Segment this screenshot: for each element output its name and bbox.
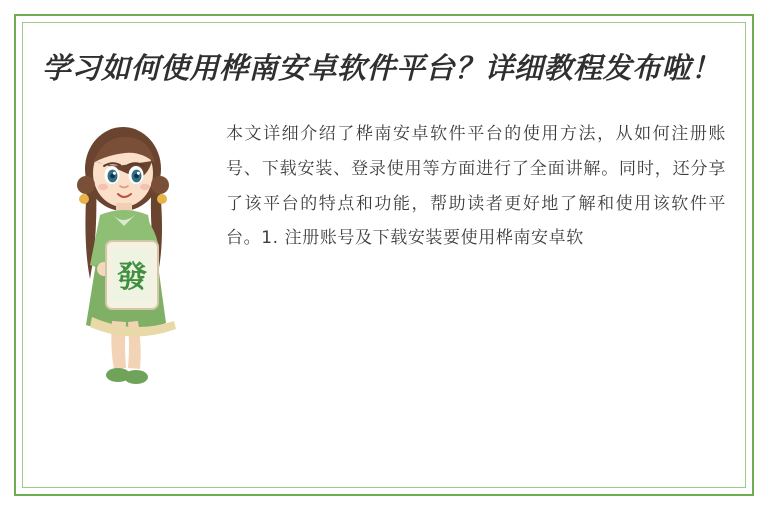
page-title: 学习如何使用桦南安卓软件平台？详细教程发布啦！ — [42, 51, 721, 85]
svg-text:發: 發 — [117, 260, 147, 296]
content-area — [36, 36, 732, 474]
body-area — [36, 111, 732, 411]
article-body: 本文详细介绍了桦南安卓软件平台的使用方法，从如何注册账号、下载安装、登录使用等方面进行了全面讲解。同时，还分享了该平台的特点和功能，帮助读者更好地了解和使用该软件平台。1. 注册账号及下载安装要使用桦南安卓软 — [226, 124, 726, 249]
mahjong-tile-icon — [106, 241, 158, 309]
cartoon-girl-illustration — [60, 111, 210, 401]
cartoon-girl-icon — [60, 111, 210, 401]
